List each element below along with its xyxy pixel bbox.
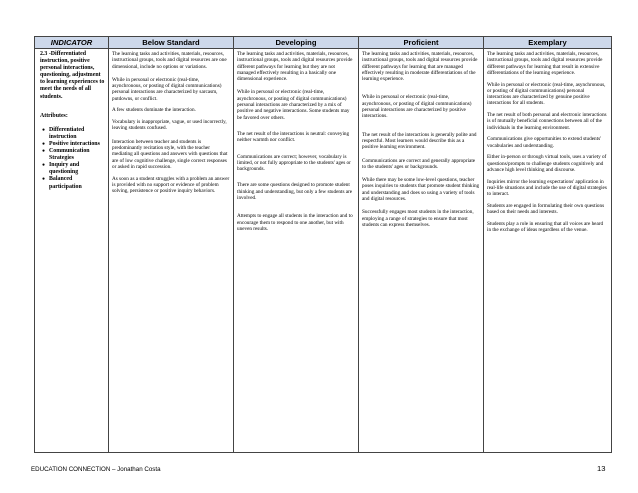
- rubric-table: [34, 36, 612, 453]
- developing-cell: [234, 49, 359, 453]
- attribute-item: ● Positive interactions: [42, 140, 100, 147]
- bullet-icon: ●: [42, 177, 46, 183]
- exemplary-text: Either in-person or through virtual tools, uses a variety of questions/prompts to challenge students cognitively and advance high level thinking and discourse.: [487, 154, 607, 174]
- proficient-text: Communications are correct and generally appropriate to the students' ages or backgrounds.: [362, 157, 476, 170]
- exemplary-text: Communications give opportunities to extend students' vocabularies and understanding.: [487, 136, 602, 149]
- proficient-text: The learning tasks and activities, materials, resources, instructional groups, tools and digital resources provide different pathways for learning that are managed effectively resulting in moderate differentiations of the learning experience.: [362, 51, 478, 83]
- bullet-icon: ●: [42, 163, 46, 169]
- exemplary-text: Inquiries mirror the learning expectations' application in real-life situations and include the use of digital strategies to interact.: [487, 178, 607, 198]
- header-exemplary: Exemplary: [484, 37, 612, 49]
- below-standard-text: A few students dominate the interaction.: [112, 107, 196, 114]
- developing-text: Attempts to engage all students in the interaction and to encourage them to respond to one another, but with uneven results.: [237, 213, 353, 232]
- bullet-icon: ●: [42, 149, 46, 155]
- below-standard-text: As soon as a student struggles with a problem an answer is provided with no support or evidence of problem solving, persistence or positive inquiry behaviors.: [112, 175, 230, 195]
- attribute-item: ● Communication Strategies: [42, 148, 90, 162]
- proficient-text: While in personal or electronic (real-time, asynchronous, or posting of digital communications) personal interactions are characterized by positive interactions.: [362, 94, 472, 120]
- developing-text: There are some questions designed to promote student thinking and understanding, but only a few students are involved.: [237, 182, 353, 202]
- exemplary-text: The learning tasks and activities, materials, resources, instructional groups, tools and digital resources provide different pathways for learning that result in extensive differentiations of the learning experience.: [487, 51, 603, 76]
- attribute-item: ● Balanced participation: [42, 176, 82, 190]
- attributes-label: Attributes:: [40, 112, 68, 119]
- header-indicator: INDICATOR: [35, 37, 109, 49]
- proficient-text: While there may be some low-level questions, teacher poses inquiries to students that promote student thinking and understanding and does so using a variety of tools and digital resources.: [362, 177, 480, 203]
- header-proficient: Proficient: [359, 37, 484, 49]
- exemplary-text: Students play a role in ensuring that all voices are heard in the exchange of ideas regardless of the venue.: [487, 220, 604, 234]
- attribute-item: ● Differentiated instruction: [42, 126, 85, 140]
- header-below-standard: Below Standard: [109, 37, 234, 49]
- bullet-icon: ●: [42, 127, 46, 133]
- exemplary-cell: [484, 49, 612, 453]
- exemplary-text: The net result of both personal and electronic interactions is of mutually beneficial connections between all of the individuals in the learning environment.: [487, 112, 607, 131]
- below-standard-text: Interaction between teacher and students is predominantly recitation style, with the teacher mediating all questions and answers with questions that are of low cognitive challenge, single correct responses or asked in rapid succession.: [112, 138, 228, 170]
- indicator-cell: [35, 49, 109, 453]
- header-row: [35, 37, 612, 49]
- page-number: 13: [597, 464, 606, 473]
- proficient-cell: [359, 49, 484, 453]
- footer-text: EDUCATION CONNECTION – Jonathan Costa: [31, 466, 161, 473]
- proficient-text: Successfully engages most students in the interaction, employing a range of strategies to ensure that most students can express themselves.: [362, 209, 474, 228]
- below-standard-text: Vocabulary is inappropriate, vague, or used incorrectly, leaving students confused.: [112, 119, 227, 132]
- below-standard-text: The learning tasks and activities, materials, resources, instructional groups, tools and digital resources are one dimensional, include no options or variations.: [112, 51, 227, 70]
- bullet-icon: ●: [42, 141, 46, 147]
- developing-text: The net result of the interactions is neutral: conveying neither warmth nor conflict.: [237, 130, 350, 144]
- attributes-list: [40, 127, 105, 191]
- rubric-row: [35, 49, 612, 453]
- indicator-title: 2.3 -Differentiated instruction, positive personal interactions, questioning, adjustment to learning experiences to meet the needs of all students.: [40, 51, 105, 100]
- below-standard-cell: [109, 49, 234, 453]
- header-developing: Developing: [234, 37, 359, 49]
- exemplary-text: While in personal or electronic (real-time, asynchronous, or posting of digital communications) personal interactions are characterized by genuine positive interactions for all students.: [487, 81, 606, 107]
- developing-text: The learning tasks and activities, materials, resources, instructional groups, tools and digital resources provide different pathways for learning but they are not managed effectively resulting in a basically one dimensional experience.: [237, 51, 353, 83]
- below-standard-text: While in personal or electronic (real-time, asynchronous, or posting of digital communications) personal interactions are characterized by sarcasm, putdowns, or conflict.: [112, 76, 222, 102]
- attribute-item: ● Inquiry and questioning: [42, 162, 80, 176]
- exemplary-text: Students are engaged in formulating their own questions based on their needs and interests.: [487, 202, 605, 216]
- developing-text: While in personal or electronic (real-time, asynchronous, or posting of digital communications) personal interactions are characterized by a mix of positive and negative interactions. Some students may be favored over others.: [237, 89, 350, 121]
- proficient-text: The net result of the interactions is generally polite and respectful. Most learners would describe this as a positive learning environment.: [362, 131, 477, 151]
- developing-text: Communications are correct; however, vocabulary is limited, or not fully appropriate to the students' ages or backgrounds.: [237, 153, 351, 173]
